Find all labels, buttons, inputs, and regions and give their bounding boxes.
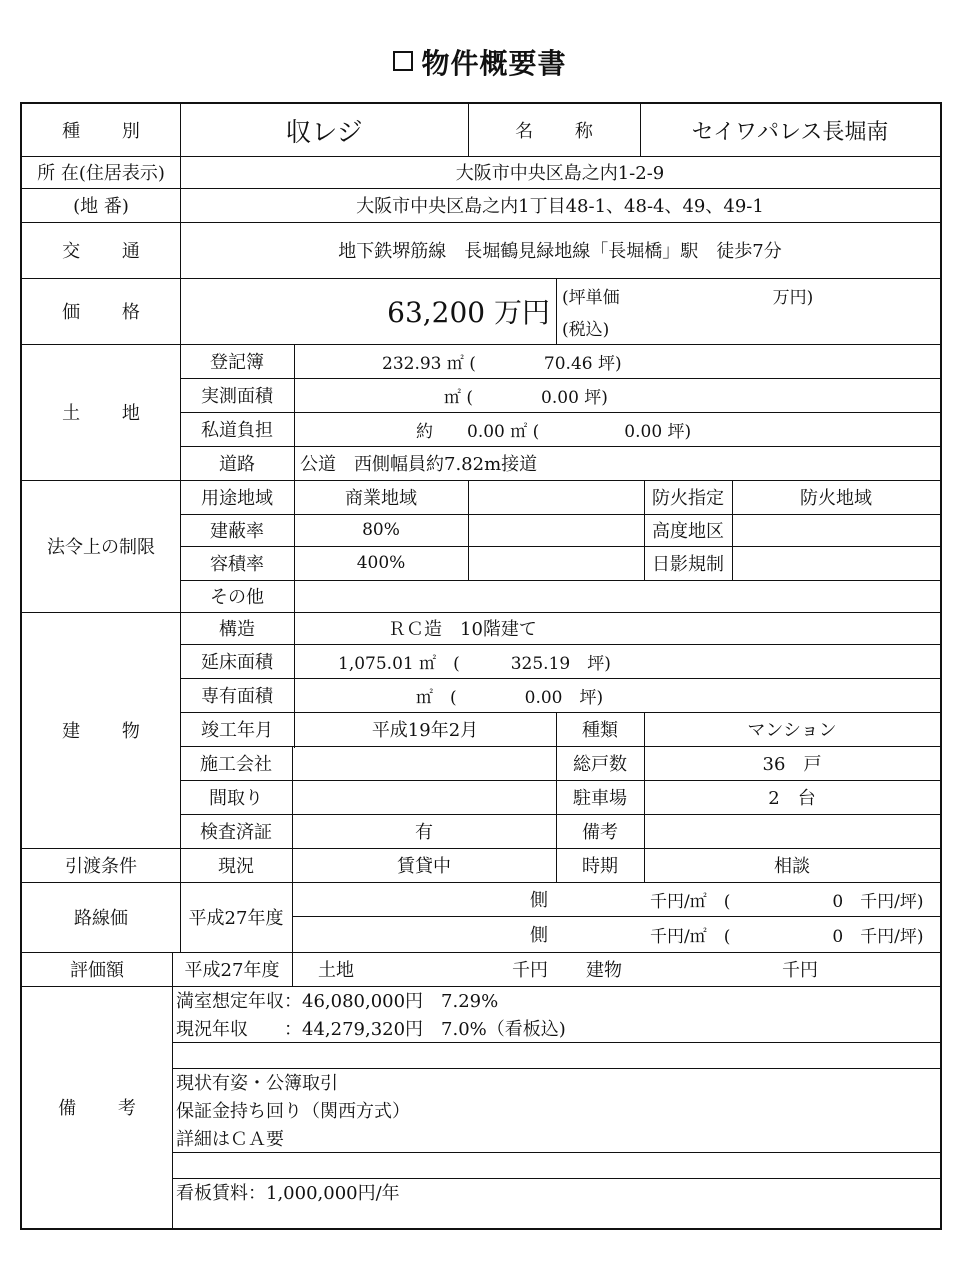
assess-land-unit: 千円 <box>512 960 548 981</box>
value-price: 63,200 万円 <box>387 296 550 329</box>
value-lot: 大阪市中央区島之内1丁目48-1、48-4、49、49-1 <box>356 196 764 217</box>
value-assess-year: 平成27年度 <box>184 960 280 981</box>
value-registry: 232.93 ㎡ ( 70.46 坪) <box>382 353 622 374</box>
label-exclusive: 専有面積 <box>201 686 273 707</box>
route-row1-rest: 千円/㎡ ( 0 千円/坪) <box>650 891 924 912</box>
assess-bldg-unit: 千円 <box>782 960 818 981</box>
label-measured: 実測面積 <box>201 386 273 407</box>
label-land: 土 地 <box>62 403 158 424</box>
label-timing: 時期 <box>582 856 618 877</box>
label-use-zone: 用途地域 <box>201 488 273 509</box>
label-lot: (地 番) <box>73 196 129 217</box>
label-current: 現況 <box>218 856 254 877</box>
label-other: その他 <box>210 587 264 608</box>
label-shadow: 日影規制 <box>652 554 724 575</box>
label-road: 道路 <box>219 454 255 475</box>
property-summary-sheet <box>20 102 942 1230</box>
label-floor-area: 延床面積 <box>201 652 273 673</box>
value-current: 賃貸中 <box>397 856 451 877</box>
value-exclusive: ㎡ ( 0.00 坪) <box>416 687 604 708</box>
value-far: 400% <box>356 553 406 573</box>
assess-land-label: 土地 <box>318 960 354 981</box>
value-kind: 収レジ <box>285 117 363 148</box>
value-floor-area: 1,075.01 ㎡ ( 325.19 坪) <box>338 653 611 674</box>
value-parking: 2 台 <box>768 788 816 809</box>
label-structure: 構造 <box>219 619 255 640</box>
label-layout: 間取り <box>209 788 263 809</box>
label-remarks: 備 考 <box>58 1098 154 1119</box>
label-name: 名 称 <box>515 121 611 142</box>
value-use-zone: 商業地域 <box>345 488 417 509</box>
label-remarks-small: 備考 <box>582 822 618 843</box>
page-title: 物件概要書 <box>0 42 960 82</box>
value-completed: 平成19年2月 <box>371 720 479 741</box>
value-inspection: 有 <box>415 822 433 843</box>
assess-bldg-label: 建物 <box>586 960 622 981</box>
label-legal: 法令上の制限 <box>47 537 155 558</box>
label-type: 種類 <box>582 720 618 741</box>
label-private-road: 私道負担 <box>201 420 273 441</box>
value-fire: 防火地域 <box>800 488 872 509</box>
label-builder: 施工会社 <box>200 754 272 775</box>
label-building: 建 物 <box>62 721 158 742</box>
label-units: 総戸数 <box>573 754 627 775</box>
route-row2-rest: 千円/㎡ ( 0 千円/坪) <box>650 926 924 947</box>
value-measured: ㎡ ( 0.00 坪) <box>444 387 608 408</box>
label-kind: 種 別 <box>62 121 158 142</box>
route-row1-side: 側 <box>530 890 548 911</box>
value-timing: 相談 <box>774 856 810 877</box>
label-route-price: 路線価 <box>74 908 128 929</box>
value-name: セイワパレス長堀南 <box>691 119 889 145</box>
value-transport: 地下鉄堺筋線 長堀鶴見緑地線「長堀橋」駅 徒歩7分 <box>338 241 782 262</box>
remarks-line-5: 保証金持ち回り（関西方式） <box>176 1101 410 1122</box>
value-coverage: 80% <box>362 520 400 540</box>
value-tsubo-price: (坪単価 万円) <box>562 287 814 308</box>
label-parking: 駐車場 <box>573 788 627 809</box>
value-private-road: 約 0.00 ㎡ ( 0.00 坪) <box>416 421 692 442</box>
value-location: 大阪市中央区島之内1-2-9 <box>455 163 665 184</box>
label-price: 価 格 <box>62 302 158 323</box>
route-row2-side: 側 <box>530 925 548 946</box>
value-structure: ＲＣ造 10階建て <box>388 619 537 640</box>
value-route-year: 平成27年度 <box>188 908 284 929</box>
remarks-line-4: 現状有姿・公簿取引 <box>176 1073 338 1094</box>
value-units: 36 戸 <box>762 754 822 775</box>
remarks-line-2: 現況年収 ：44,279,320円 7.0%（看板込) <box>176 1019 566 1040</box>
remarks-line-6: 詳細はＣＡ要 <box>176 1129 284 1150</box>
label-fire: 防火指定 <box>652 488 724 509</box>
value-road: 公道 西側幅員約7.82m接道 <box>300 454 538 475</box>
label-far: 容積率 <box>210 554 264 575</box>
value-tax: (税込) <box>562 319 610 340</box>
label-handover: 引渡条件 <box>65 856 137 877</box>
label-transport: 交 通 <box>62 241 158 262</box>
label-height: 高度地区 <box>652 521 724 542</box>
label-coverage: 建蔽率 <box>210 521 264 542</box>
label-location: 所 在(住居表示) <box>37 163 165 184</box>
remarks-line-1: 満室想定年収：46,080,000円 7.29% <box>176 991 499 1012</box>
label-assessment: 評価額 <box>70 960 124 981</box>
value-type: マンション <box>747 720 837 741</box>
label-inspection: 検査済証 <box>200 822 272 843</box>
remarks-line-8: 看板賃料：1,000,000円/年 <box>176 1183 400 1204</box>
label-completed: 竣工年月 <box>201 720 273 741</box>
checkbox-icon <box>393 51 413 71</box>
label-registry: 登記簿 <box>210 352 264 373</box>
